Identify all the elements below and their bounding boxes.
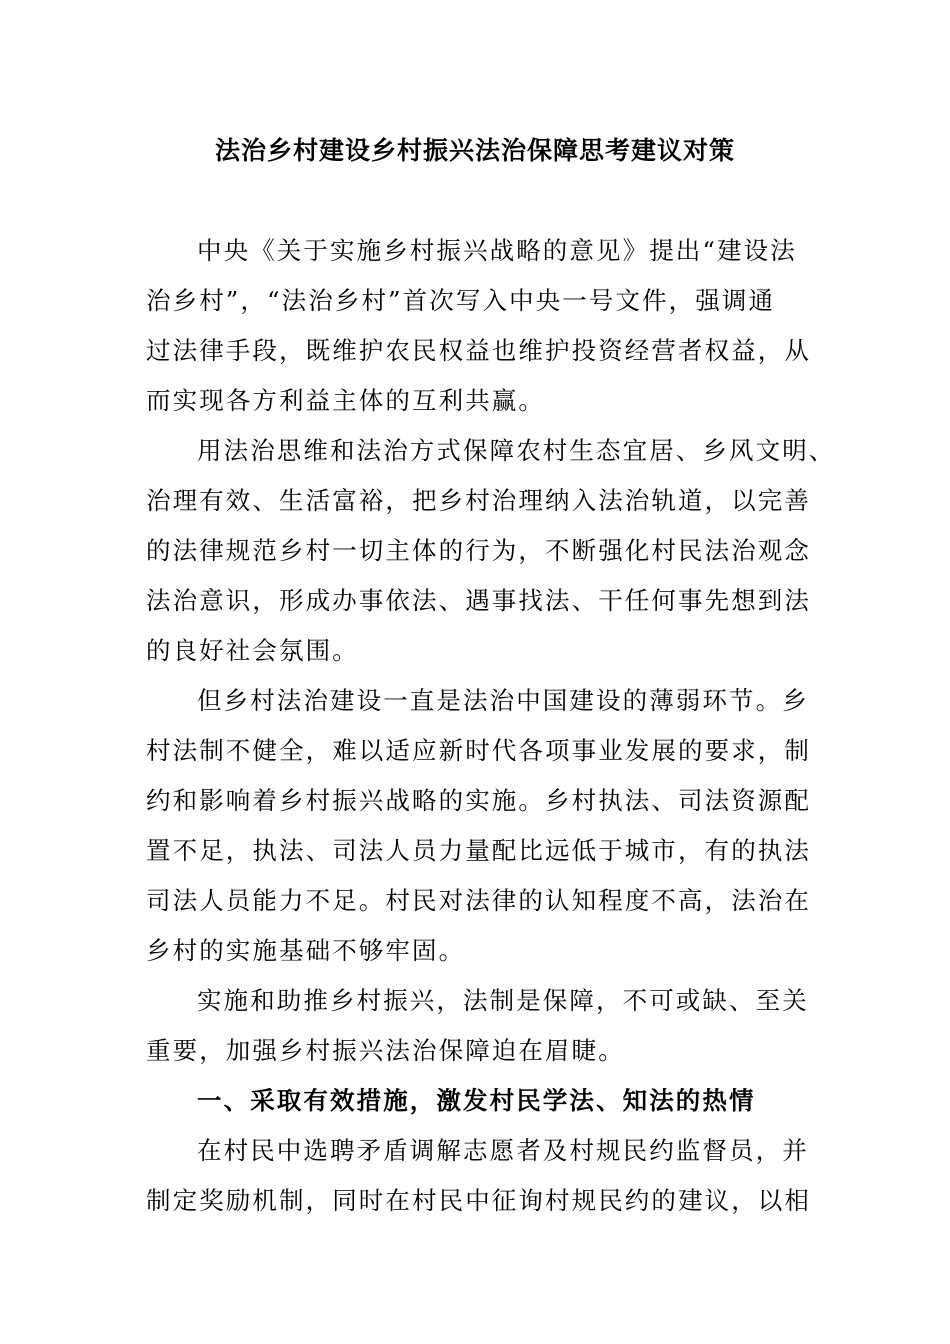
paragraph-line: 重要，加强乡村振兴法治保障迫在眉睫。 — [146, 1036, 625, 1065]
paragraph-line: 治理有效、生活富裕，把乡村治理纳入法治轨道，以完善 — [146, 486, 811, 515]
paragraph-line: 村法制不健全，难以适应新时代各项事业发展的要求，制 — [146, 736, 811, 765]
paragraph-line: 约和影响着乡村振兴战略的实施。乡村执法、司法资源配 — [146, 786, 811, 815]
paragraph-line: 用法治思维和法治方式保障农村生态宜居、乡风文明、 — [197, 436, 836, 465]
paragraph-line: 法治意识，形成办事依法、遇事找法、干任何事先想到法 — [146, 586, 811, 615]
section-heading: 一、采取有效措施，激发村民学法、知法的热情 — [197, 1086, 756, 1115]
paragraph-line: 的法律规范乡村一切主体的行为，不断强化村民法治观念 — [146, 536, 811, 565]
paragraph-line: 司法人员能力不足。村民对法律的认知程度不高，法治在 — [146, 886, 811, 915]
paragraph-line: 治乡村”，“法治乡村”首次写入中央一号文件，强调通 — [146, 286, 776, 315]
paragraph-line: 但乡村法治建设一直是法治中国建设的薄弱环节。乡 — [197, 686, 809, 715]
paragraph-line: 过法律手段，既维护农民权益也维护投资经营者权益，从 — [146, 336, 811, 365]
paragraph-line: 的良好社会氛围。 — [146, 636, 359, 665]
paragraph-line: 乡村的实施基础不够牢固。 — [146, 936, 466, 965]
paragraph-line: 而实现各方利益主体的互利共赢。 — [146, 386, 545, 415]
paragraph-line: 置不足，执法、司法人员力量配比远低于城市，有的执法 — [146, 836, 811, 865]
paragraph-line: 实施和助推乡村振兴，法制是保障，不可或缺、至关 — [197, 986, 809, 1015]
document-title: 法治乡村建设乡村振兴法治保障思考建议对策 — [214, 136, 735, 165]
paragraph-line: 在村民中选聘矛盾调解志愿者及村规民约监督员，并 — [197, 1136, 809, 1165]
paragraph-line: 制定奖励机制，同时在村民中征询村规民约的建议，以相 — [146, 1186, 811, 1215]
paragraph-line: 中央《关于实施乡村振兴战略的意见》提出“建设法 — [197, 236, 797, 265]
document-body — [146, 226, 836, 1226]
